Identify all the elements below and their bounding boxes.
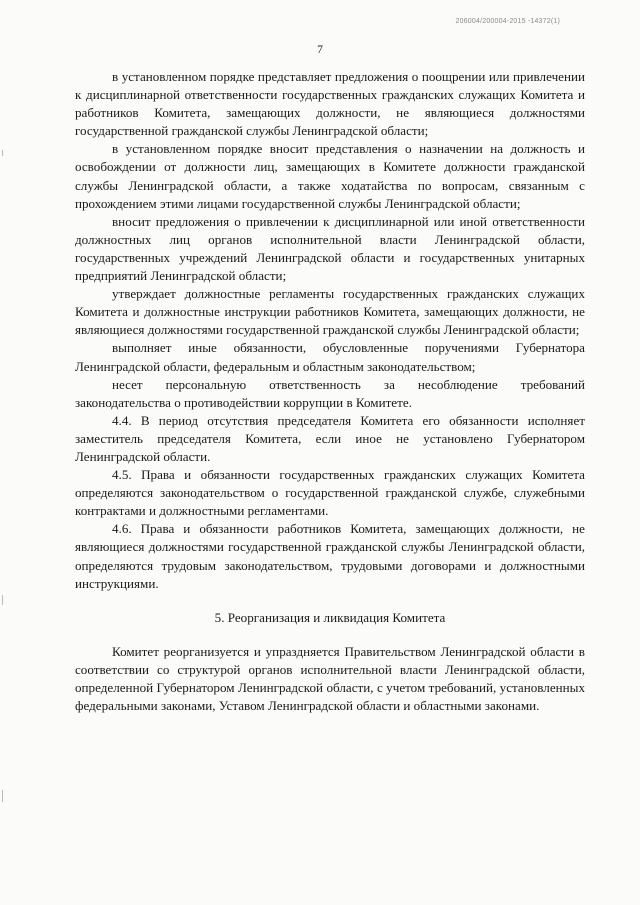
paragraph: выполняет иные обязанности, обусловленные поручениями Губернатора Ленинградской области, федеральным и областным законодательством;	[75, 340, 585, 374]
paragraph: 4.6. Права и обязанности работников Комитета, замещающих должности, не являющиеся должностями государственной гражданской службы Ленинградской области, определяются трудовым законодательством, трудовыми договорами и должностными инструкциями.	[75, 521, 585, 591]
registration-stamp: 206004/200004-2015 -14372(1)	[455, 18, 560, 25]
paragraph: 4.4. В период отсутствия председателя Комитета его обязанности исполняет заместитель председателя Комитета, если иное не установлено Губернатором Ленинградской области.	[75, 412, 585, 464]
paragraph: в установленном порядке представляет предложения о поощрении или привлечении к дисциплинарной ответственности государственных гражданских служащих Комитета и работников Комитета, замещающих должности, не являющиеся должностями государственной гражданской службы Ленинградской области;	[75, 69, 585, 139]
paragraph: утверждает должностные регламенты государственных гражданских служащих Комитета и должностные инструкции работников Комитета, замещающих должности, не являющиеся должностями государственной гражданской службы Ленинградской области;	[75, 286, 585, 338]
paragraph: 4.5. Права и обязанности государственных гражданских служащих Комитета определяются законодательством о государственной гражданской службе, служебными контрактами и должностными регламентами.	[75, 467, 585, 519]
section-heading: 5. Реорганизация и ликвидация Комитета	[214, 609, 446, 625]
page-number: 7	[317, 44, 323, 56]
scan-edge-mark	[2, 790, 3, 802]
paragraph: Комитет реорганизуется и упраздняется Правительством Ленинградской области в соответствии со структурой органов исполнительной власти Ленинградской области, определенной Губернатором Ленинградской области, с учетом требований, установленных федеральными законами, Уставом Ленинградской области и областными законами.	[75, 643, 585, 714]
scan-edge-mark	[2, 595, 3, 605]
scan-edge-mark	[2, 150, 3, 156]
paragraph: в установленном порядке вносит представления о назначении на должность и освобождении от должности лиц, замещающих в Комитете должности гражданской службы Ленинградской области, а также ходатайства по вопросам, связанным с прохождением этими лицами государственной службы Ленинградской области;	[75, 141, 585, 211]
paragraph: несет персональную ответственность за несоблюдение требований законодательства о противодействии коррупции в Комитете.	[75, 376, 585, 410]
document-body	[75, 68, 585, 715]
paragraph: вносит предложения о привлечении к дисциплинарной или иной ответственности должностных лиц органов исполнительной власти Ленинградской области, государственных учреждений Ленинградской области и государственных унитарных предприятий Ленинградской области;	[75, 213, 585, 284]
